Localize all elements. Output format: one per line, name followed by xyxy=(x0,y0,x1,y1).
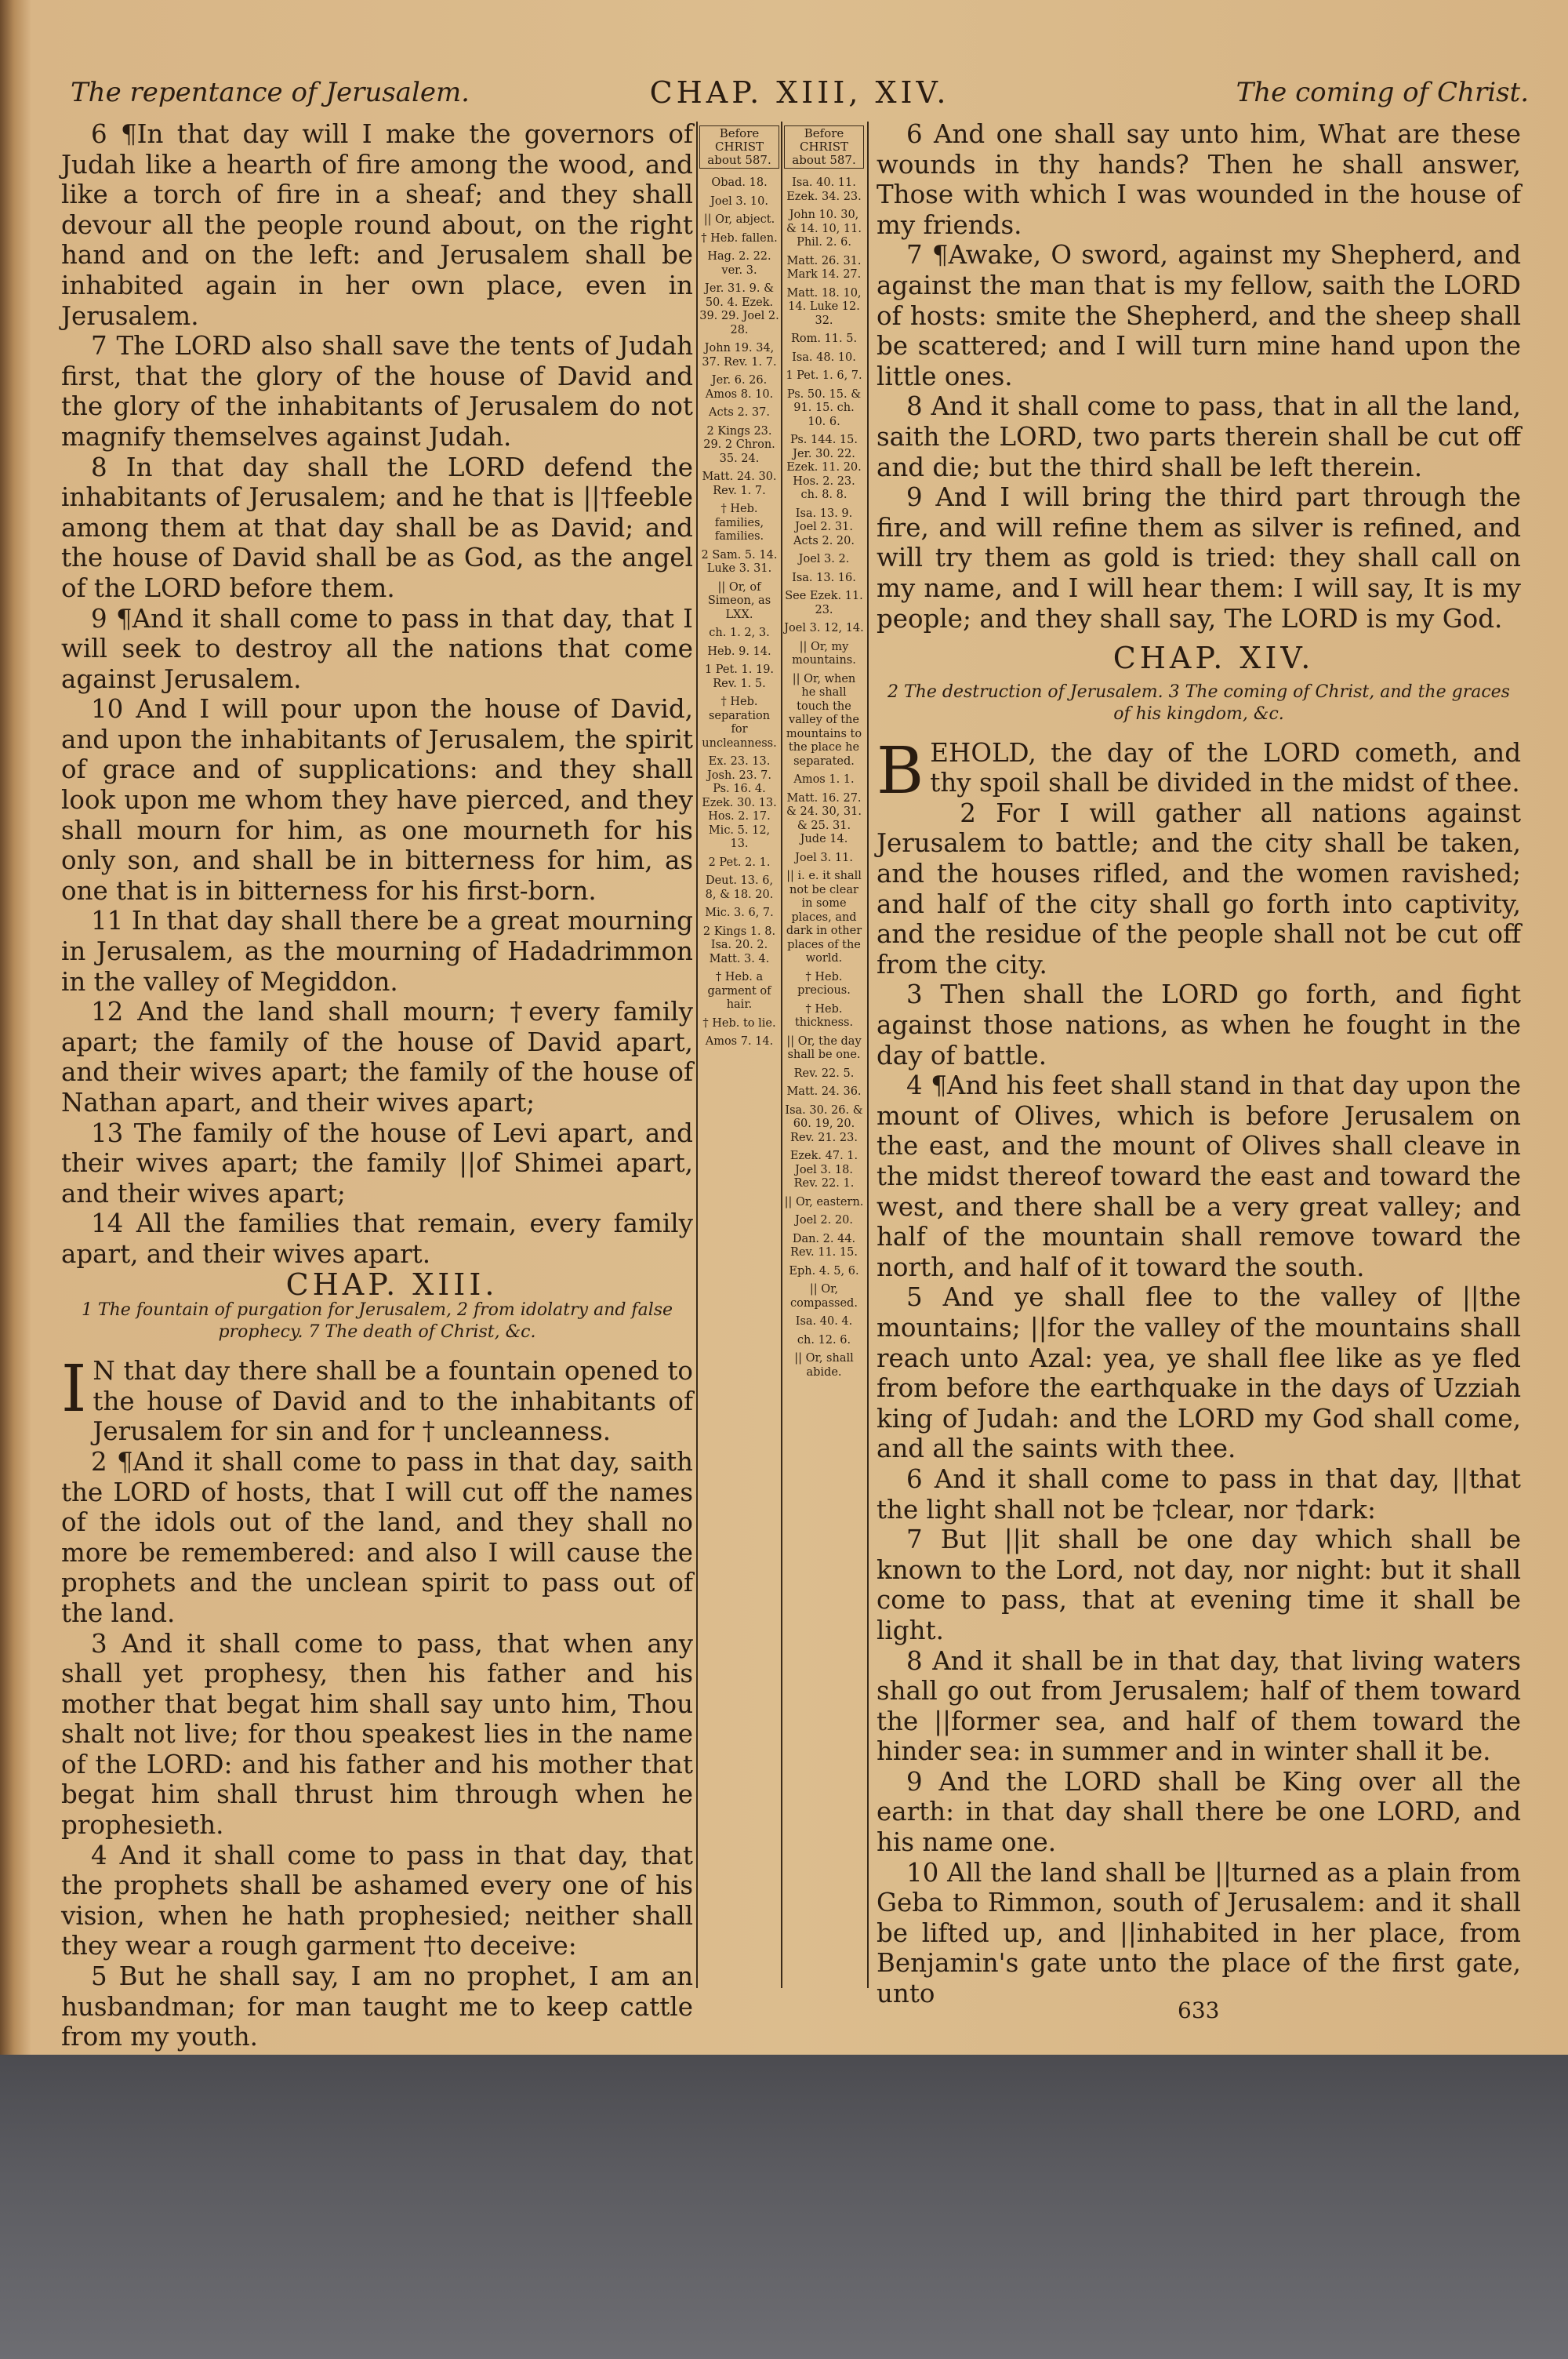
margin-reference: Acts 2. 37. xyxy=(709,406,770,419)
margin-reference: See Ezek. 11. 23. xyxy=(785,590,863,616)
chapter-14-heading: CHAP. XIV. xyxy=(1112,641,1315,676)
header-right-title: The coming of Christ. xyxy=(1236,77,1529,108)
verse: 6 ¶In that day will I make the governors of Judah like a hearth of fire among the wood, and like a torch of fire in a sheaf; and they shall devour all the people round about, on the right hand and on the left: and Jerusalem shall be inhabited again in her own place, even in Jerusalem. xyxy=(61,119,693,331)
margin-reference: || i. e. it shall not be clear in some places, and dark in other places of the world. xyxy=(786,870,862,965)
margin-reference: 1 Pet. 1. 6, 7. xyxy=(786,369,862,382)
margin-reference: || Or, my mountains. xyxy=(792,640,856,667)
margin-reference: † Heb. a garment of hair. xyxy=(707,971,771,1011)
margin-reference: Matt. 16. 27. & 24. 30, 31. & 25. 31. Jude 14. xyxy=(786,791,862,845)
margin-reference: || Or, eastern. xyxy=(784,1195,864,1209)
margin-reference: John 19. 34, 37. Rev. 1. 7. xyxy=(702,342,777,369)
margin-reference: Isa. 30. 26. & 60. 19, 20. Rev. 21. 23. xyxy=(785,1103,863,1144)
margin-reference: 2 Kings 23. 29. 2 Chron. 35. 24. xyxy=(703,424,775,465)
margin-reference: Heb. 9. 14. xyxy=(707,645,771,658)
left-margin-ref-list xyxy=(699,176,779,1049)
margin-date-head: Before CHRIST about 587. xyxy=(784,125,864,169)
verse: 2 For I will gather all nations against Jerusalem to battle; and the city shall be taken, and the houses rifled, and the women ravished; and half of the city shall go forth into captivity, and the residue of the people shall not be cut off from the city. xyxy=(877,798,1521,980)
verse: 9 And I will bring the third part through the fire, and will refine them as silver is refined, and will try them as gold is tried: they shall call on my name, and I will hear them: I will say, It is my people; and they shall say, The LORD is my God. xyxy=(877,482,1521,634)
margin-reference: Matt. 24. 30. Rev. 1. 7. xyxy=(702,471,777,497)
verse: 4 ¶And his feet shall stand in that day upon the mount of Olives, which is before Jerusalem on the east, and the mount of Olives shall cleave in the midst thereof toward the east and toward the west, and there shall be a very great valley; and half of the mountain shall remove toward the north, and half of it toward the south. xyxy=(877,1070,1521,1282)
margin-reference: Isa. 48. 10. xyxy=(792,351,856,364)
margin-reference: Isa. 13. 9. Joel 2. 31. Acts 2. 20. xyxy=(793,507,855,547)
chapter-13-verses xyxy=(61,1352,693,2052)
page-number: 633 xyxy=(1178,1997,1220,2023)
verse: 12 And the land shall mourn; †every family apart; the family of the house of David apart, and their wives apart; the family of the house of Nathan apart, and their wives apart; xyxy=(61,997,693,1118)
verse: 9 ¶And it shall come to pass in that day, that I will seek to destroy all the nations that come against Jerusalem. xyxy=(61,603,693,694)
margin-reference: Matt. 24. 36. xyxy=(786,1085,862,1098)
margin-reference: 2 Sam. 5. 14. Luke 3. 31. xyxy=(701,548,778,575)
chapter-13-heading: CHAP. XIII. xyxy=(285,1267,499,1302)
margin-reference: Dan. 2. 44. Rev. 11. 15. xyxy=(790,1232,858,1259)
margin-reference: || Or, abject. xyxy=(703,213,775,226)
verse: 6 And one shall say unto him, What are these wounds in thy hands? Then he shall answer, Those with which I was wounded in the house of my friends. xyxy=(877,119,1521,240)
verse: 10 All the land shall be ||turned as a plain from Geba to Rimmon, south of Jerusalem: and it shall be lifted up, and ||inhabited in her place, from Benjamin's gate unto the place of the first gate, unto xyxy=(877,1857,1521,2009)
verse: 13 The family of the house of Levi apart, and their wives apart; the family ||of Shimei apart, and their wives apart; xyxy=(61,1118,693,1209)
margin-reference: Isa. 40. 11. Ezek. 34. 23. xyxy=(786,176,862,203)
verse: 6 And it shall come to pass in that day, ||that the light shall not be †clear, nor †dark: xyxy=(877,1463,1521,1525)
margin-reference: Rom. 11. 5. xyxy=(790,333,858,345)
right-margin-ref-list xyxy=(784,176,864,1379)
margin-reference: Joel 2. 20. xyxy=(795,1214,853,1227)
margin-reference: Joel 3. 2. xyxy=(798,553,850,565)
chapter-14-verses xyxy=(877,733,1521,2009)
margin-reference: Rev. 22. 5. xyxy=(793,1067,855,1080)
verse: 10 And I will pour upon the house of David, and upon the inhabitants of Jerusalem, the spirit of grace and of supplications: and they shall look upon me whom they have pierced, and they shall mourn for him, as one mourneth for his only son, and shall be in bitterness for him, as one that is in bitterness for his first-born. xyxy=(61,694,693,906)
verse: 2 ¶And it shall come to pass in that day, saith the LORD of hosts, that I will cut off the names of the idols out of the land, and they shall no more be remembered: and also I will cause the prophets and the unclean spirit to pass out of the land. xyxy=(61,1446,693,1628)
verse: 4 And it shall come to pass in that day, that the prophets shall be ashamed every one of his vision, when he hath prophesied; neither shall they wear a rough garment †to deceive: xyxy=(61,1840,693,1961)
verse: 7 But ||it shall be one day which shall be known to the Lord, not day, nor night: but it shall come to pass, that at evening time it shall be light. xyxy=(877,1525,1521,1645)
margin-reference: Amos 7. 14. xyxy=(705,1035,774,1048)
verse-text: EHOLD, the day of the LORD cometh, and thy spoil shall be divided in the midst of thee. xyxy=(930,737,1521,798)
verse: 14 All the families that remain, every family apart, and their wives apart. xyxy=(61,1209,693,1269)
margin-reference: || Or, shall abide. xyxy=(794,1352,854,1379)
right-reference-margin xyxy=(784,125,864,1384)
verse-opening xyxy=(61,1352,693,1447)
margin-reference: † Heb. thickness. xyxy=(794,1002,854,1029)
margin-reference: Deut. 13. 6, 8, & 18. 20. xyxy=(705,874,774,901)
margin-reference: Isa. 40. 4. xyxy=(795,1315,853,1328)
margin-reference: Mic. 3. 6, 7. xyxy=(705,907,774,919)
margin-reference: Jer. 31. 9. & 50. 4. Ezek. 39. 29. Joel 2. 28. xyxy=(699,282,779,336)
margin-reference: Ps. 50. 15. & 91. 15. ch. 10. 6. xyxy=(786,387,862,428)
verse: 11 In that day shall there be a great mourning in Jerusalem, as the mourning of Hadadrimmon in the valley of Megiddon. xyxy=(61,906,693,997)
verse: 8 And it shall be in that day, that living waters shall go out from Jerusalem; half of them toward the ||former sea, and half of them toward the hinder sea: in summer and in winter shall it be. xyxy=(877,1645,1521,1767)
verse: 3 Then shall the LORD go forth, and fight against those nations, as when he fought in the day of battle. xyxy=(877,980,1521,1070)
margin-reference: Eph. 4. 5, 6. xyxy=(789,1264,859,1278)
margin-reference: || Or, of Simeon, as LXX. xyxy=(707,580,771,621)
verse: 7 ¶Awake, O sword, against my Shepherd, and against the man that is my fellow, saith the LORD of hosts: smite the Shepherd, and the sheep shall be scattered; and I will turn mine hand upon the little ones. xyxy=(877,240,1521,391)
verse: 5 And ye shall flee to the valley of ||the mountains; ||for the valley of the mountains shall reach unto Azal: yea, ye shall flee like as ye fled from before the earthquake in the days of Uzziah king of Judah: and the LORD my God shall come, and all the saints with thee. xyxy=(877,1282,1521,1464)
margin-reference: Hag. 2. 22. ver. 3. xyxy=(707,250,771,277)
chapter-12-verses xyxy=(61,119,693,1270)
column-rule xyxy=(867,122,869,1988)
margin-date-head: Before CHRIST about 587. xyxy=(699,125,779,169)
left-text-column xyxy=(61,119,693,2052)
verse: 5 But he shall say, I am no prophet, I am an husbandman; for man taught me to keep cattle from my youth. xyxy=(61,1961,693,2052)
margin-reference: Obad. 18. xyxy=(711,176,768,189)
margin-reference: || Or, compassed. xyxy=(790,1283,858,1310)
margin-reference: † Heb. to lie. xyxy=(702,1016,776,1030)
margin-reference: 2 Kings 1. 8. Isa. 20. 2. Matt. 3. 4. xyxy=(702,925,776,965)
header-chapter-range: CHAP. XIII, XIV. xyxy=(649,75,950,110)
verse: 9 And the LORD shall be King over all the earth: in that day shall there be one LORD, and his name one. xyxy=(877,1766,1521,1858)
drop-cap: B xyxy=(877,733,924,809)
margin-reference: 2 Pet. 2. 1. xyxy=(708,856,771,869)
chapter-13-continued-verses xyxy=(877,119,1521,634)
margin-reference: Ps. 144. 15. Jer. 30. 22. Ezek. 11. 20. Hos. 2. 23. ch. 8. 8. xyxy=(786,434,862,501)
margin-reference: † Heb. separation for uncleanness. xyxy=(702,696,777,750)
right-text-column xyxy=(877,119,1521,2009)
margin-reference: 1 Pet. 1. 19. Rev. 1. 5. xyxy=(704,663,775,690)
margin-reference: || Or, the day shall be one. xyxy=(786,1034,862,1061)
verse-opening xyxy=(877,733,1521,809)
margin-reference: Matt. 26. 31. Mark 14. 27. xyxy=(786,254,862,281)
margin-reference: Ezek. 47. 1. Joel 3. 18. Rev. 22. 1. xyxy=(789,1150,858,1190)
margin-reference: Isa. 13. 16. xyxy=(792,571,856,584)
running-header xyxy=(71,72,1529,119)
column-rule xyxy=(696,122,698,1988)
drop-cap: I xyxy=(61,1352,87,1427)
verse: 7 The LORD also shall save the tents of Judah first, that the glory of the house of David and the glory of the inhabitants of Jerusalem do not magnify themselves against Judah. xyxy=(61,331,693,452)
verse: 8 And it shall come to pass, that in all the land, saith the LORD, two parts therein shall be cut off and die; but the third shall be left therein. xyxy=(877,391,1521,482)
margin-reference: Joel 3. 10. xyxy=(710,194,768,208)
margin-reference: Ex. 23. 13. Josh. 23. 7. Ps. 16. 4. Ezek. 30. 13. Hos. 2. 17. Mic. 5. 12, 13. xyxy=(702,755,777,850)
header-left-title: The repentance of Jerusalem. xyxy=(71,77,470,108)
background-surface xyxy=(0,2055,1568,2359)
margin-reference: John 10. 30, & 14. 10, 11. Phil. 2. 6. xyxy=(786,209,862,249)
margin-reference: || Or, when he shall touch the valley of the mountains to the place he separated. xyxy=(786,672,862,768)
left-reference-margin xyxy=(699,125,779,1054)
margin-reference: Joel 3. 11. xyxy=(795,851,853,864)
margin-reference: ch. 1. 2, 3. xyxy=(709,627,770,639)
chapter-14-summary: 2 The destruction of Jerusalem. 3 The coming of Christ, and the graces of his kingdom, &c. xyxy=(887,682,1510,724)
margin-reference: † Heb. families, families. xyxy=(714,503,764,543)
margin-reference: Jer. 6. 26. Amos 8. 10. xyxy=(705,374,774,401)
margin-reference: Amos 1. 1. xyxy=(793,773,855,786)
margin-reference: † Heb. precious. xyxy=(797,970,851,997)
margin-reference: ch. 12. 6. xyxy=(797,1333,851,1347)
margin-reference: † Heb. fallen. xyxy=(701,231,778,245)
verse-text: N that day there shall be a fountain opened to the house of David and to the inhabitants of Jerusalem for sin and for † uncleanness. xyxy=(93,1356,693,1447)
column-rule xyxy=(781,122,782,1988)
verse: 3 And it shall come to pass, that when any shall yet prophesy, then his father and his mother that begat him shall say unto him, Thou shalt not live; for thou speakest lies in the name of the LORD: and his father and his mother that begat him shall thrust him through when he prophesieth. xyxy=(61,1628,693,1841)
chapter-13-summary: 1 The fountain of purgation for Jerusalem, 2 from idolatry and false prophecy. 7 The death of Christ, &c. xyxy=(81,1300,673,1343)
margin-reference: Matt. 18. 10, 14. Luke 12. 32. xyxy=(786,286,862,327)
verse: 8 In that day shall the LORD defend the inhabitants of Jerusalem; and he that is ||†feeble among them at that day shall be as David; and the house of David shall be as God, as the angel of the LORD before them. xyxy=(61,452,693,603)
margin-reference: Joel 3. 12, 14. xyxy=(784,622,864,634)
